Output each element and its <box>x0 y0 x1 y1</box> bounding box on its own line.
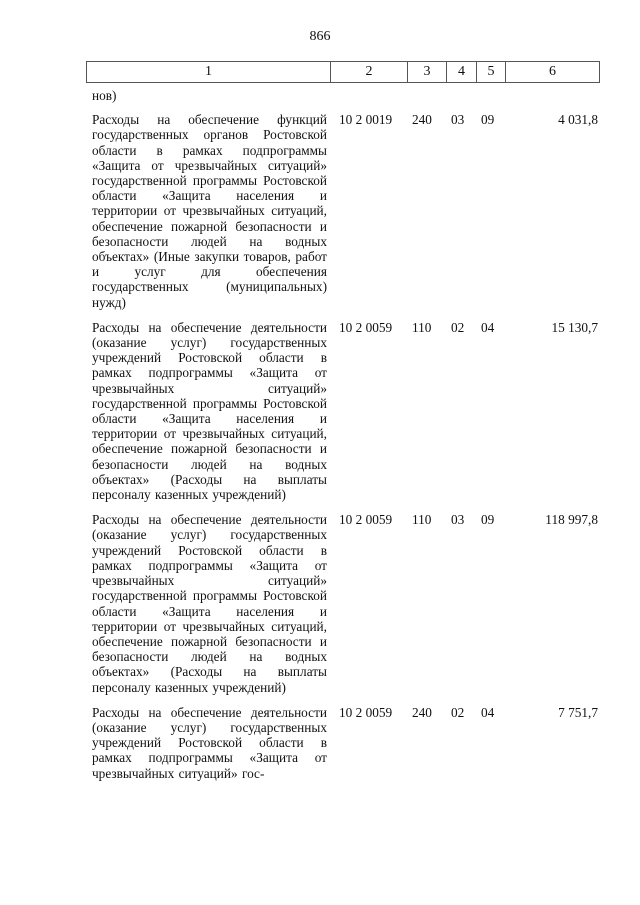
header-col-2: 2 <box>365 64 373 79</box>
row-code: 10 2 0059 <box>339 512 393 528</box>
row-section: 03 <box>451 112 465 128</box>
row-code: 10 2 0059 <box>339 704 393 720</box>
row-code: 10 2 0059 <box>339 319 393 335</box>
table-row <box>0 320 640 502</box>
row-subsection: 04 <box>481 704 495 720</box>
page-number: 866 <box>309 29 331 44</box>
header-col-6: 6 <box>549 64 556 79</box>
row-amount: 7 751,7 <box>558 704 598 720</box>
row-subsection: 04 <box>481 319 495 335</box>
row-type: 240 <box>412 112 432 128</box>
row-code: 10 2 0019 <box>339 112 393 128</box>
header-col-1: 1 <box>205 64 212 79</box>
row-type: 110 <box>412 319 432 335</box>
row-section: 02 <box>451 319 465 335</box>
table-header <box>86 61 600 83</box>
row-section: 02 <box>451 704 465 720</box>
row-type: 110 <box>412 512 432 528</box>
row-description: Расходы на обеспечение деятельности (оказание услуг) государственных учреждений Ростовской области в рамках подпрограммы «Защита от чрезвычайных ситуаций» гос- <box>92 704 327 781</box>
row-subsection: 09 <box>481 512 495 528</box>
row-subsection: 09 <box>481 112 495 128</box>
row-amount: 118 997,8 <box>545 512 598 528</box>
row-section: 03 <box>451 512 465 528</box>
row-amount: 4 031,8 <box>558 112 598 128</box>
row-type: 240 <box>412 704 432 720</box>
row-description: Расходы на обеспечение функций государственных органов Ростовской области в рамках подпрограммы «Защита от чрезвычайных ситуаций» государственной программы Ростовской области «Защита населения и территории от чрезвычайных ситуаций, обеспечение пожарной безопасности и безопасности людей на водных объектах» (Иные закупки товаров, работ и услуг для обеспечения государственных (муниципальных) нужд) <box>92 112 327 310</box>
table-row <box>0 512 640 694</box>
table-row <box>0 112 640 310</box>
header-col-3: 3 <box>423 64 431 79</box>
table-body <box>0 88 640 791</box>
continuation-row <box>0 88 640 103</box>
row-amount: 15 130,7 <box>551 319 598 335</box>
table-row <box>0 705 640 781</box>
row-description: Расходы на обеспечение деятельности (оказание услуг) государственных учреждений Ростовской области в рамках подпрограммы «Защита от чрезвычайных ситуаций» государственной программы Ростовской области «Защита населения и территории от чрезвычайных ситуаций, обеспечение пожарной безопасности и безопасности людей на водных объектах» (Расходы на выплаты персоналу казенных учреждений) <box>92 512 327 695</box>
header-col-4: 4 <box>458 64 465 79</box>
header-col-5: 5 <box>487 64 495 79</box>
continuation-text: нов) <box>92 88 117 103</box>
row-description: Расходы на обеспечение деятельности (оказание услуг) государственных учреждений Ростовской области в рамках подпрограммы «Защита от чрезвычайных ситуаций» государственной программы Ростовской области «Защита населения и территории от чрезвычайных ситуаций, обеспечение пожарной безопасности и безопасности людей на водных объектах» (Расходы на выплаты персоналу казенных учреждений) <box>92 319 327 503</box>
